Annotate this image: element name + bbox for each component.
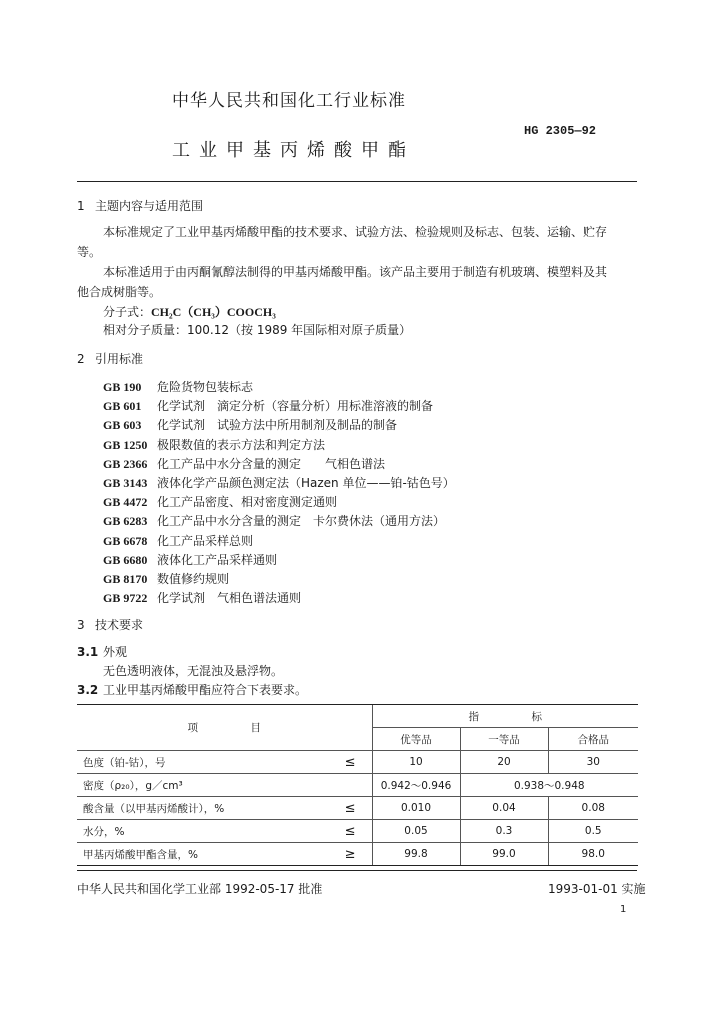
- reference-item: [103, 512, 445, 529]
- row-value: 0.04: [460, 797, 548, 820]
- row-item: 水分，%: [77, 820, 317, 843]
- subsection-text: 工业甲基丙烯酸甲酯应符合下表要求。: [103, 683, 308, 697]
- row-value: 0.08: [548, 797, 638, 820]
- row-value: 0.5: [548, 820, 638, 843]
- reference-code: GB 6283: [103, 514, 148, 529]
- grade-qualified: 合格品: [548, 728, 638, 751]
- reference-code: GB 190: [103, 380, 142, 394]
- subsection-number: 3.1: [77, 645, 99, 659]
- row-item: 酸含量（以甲基丙烯酸计），%: [77, 797, 317, 820]
- reference-item: [103, 436, 325, 453]
- mass-label: 相对分子质量：: [103, 323, 188, 337]
- row-value: 0.3: [460, 820, 548, 843]
- reference-title: 危险货物包装标志: [157, 380, 254, 394]
- reference-title: 化工产品中水分含量的测定 卡尔费休法（通用方法）: [157, 514, 446, 529]
- col-item-header: 项 目: [77, 705, 372, 751]
- reference-code: GB 4472: [103, 495, 148, 510]
- paragraph-line: 本标准适用于由丙酮氰醇法制得的甲基丙烯酸甲酯。该产品主要用于制造有机玻璃、模塑料及其: [103, 265, 608, 279]
- section-title: 主题内容与适用范围: [95, 199, 204, 213]
- table-header-row: [77, 705, 638, 728]
- reference-code: GB 603: [103, 418, 142, 433]
- row-value: 0.05: [372, 820, 460, 843]
- paragraph-line: 本标准规定了工业甲基丙烯酸甲酯的技术要求、试验方法、检验规则及标志、包装、运输、贮存: [103, 225, 608, 239]
- reference-item: [103, 493, 337, 510]
- reference-code: GB 9722: [103, 591, 148, 606]
- reference-item: [103, 474, 455, 491]
- row-value: 30: [548, 751, 638, 774]
- row-symbol: ≤: [317, 751, 372, 774]
- table-row: [77, 843, 638, 866]
- reference-code: GB 2366: [103, 456, 148, 471]
- subsection-3-1: [77, 642, 127, 662]
- document-title: 工业甲基丙烯酸甲酯: [172, 140, 415, 161]
- reference-code: GB 8170: [103, 572, 148, 586]
- section-1-heading: [77, 197, 203, 214]
- bottom-rule: [77, 870, 637, 871]
- approval-statement: 中华人民共和国化学工业部 1992-05-17 批准: [77, 882, 323, 896]
- section-number: 2: [77, 352, 85, 366]
- reference-title: 液体化工产品采样通则: [157, 552, 278, 567]
- table-row: [77, 820, 638, 843]
- table-row: [77, 774, 638, 797]
- specification-table: [77, 704, 638, 866]
- section-number: 3: [77, 618, 85, 632]
- paragraph-line: 等。: [77, 245, 102, 259]
- reference-item: [103, 378, 253, 395]
- reference-item: [103, 589, 301, 606]
- reference-code: GB 601: [103, 399, 142, 414]
- row-value: 0.942～0.946: [372, 774, 460, 797]
- reference-title: 化学试剂 试验方法中所用制剂及制品的制备: [157, 418, 398, 433]
- reference-title: 数值修约规则: [157, 572, 230, 586]
- reference-item: [103, 397, 433, 414]
- reference-title: 化工产品密度、相对密度测定通则: [157, 495, 338, 510]
- top-rule: [77, 181, 637, 182]
- standard-org: 中华人民共和国化工行业标准: [172, 91, 406, 111]
- reference-item: [103, 416, 397, 433]
- row-value: 98.0: [548, 843, 638, 866]
- section-2-heading: [77, 350, 143, 367]
- reference-item: [103, 570, 229, 587]
- appearance-text: 无色透明液体，无混浊及悬浮物。: [103, 664, 284, 678]
- row-value: 99.8: [372, 843, 460, 866]
- row-value: 99.0: [460, 843, 548, 866]
- reference-title: 液体化学产品颜色测定法（Hazen 单位——铂-钴色号）: [157, 476, 455, 490]
- reference-title: 化工产品中水分含量的测定 气相色谱法: [157, 456, 386, 471]
- section-number: 1: [77, 199, 85, 213]
- row-item: 密度（ρ₂₀），g／cm³: [77, 774, 317, 797]
- table-row: [77, 797, 638, 820]
- row-symbol: ≤: [317, 820, 372, 843]
- molecular-mass: [103, 320, 411, 340]
- reference-code: GB 6680: [103, 552, 148, 567]
- page-number: 1: [620, 904, 627, 915]
- reference-item: [103, 532, 253, 549]
- reference-title: 化学试剂 滴定分析（容量分析）用标准溶液的制备: [157, 399, 434, 414]
- reference-title: 极限数值的表示方法和判定方法: [157, 437, 326, 452]
- implementation-date: 1993-01-01 实施: [548, 882, 646, 896]
- row-value: 10: [372, 751, 460, 774]
- reference-code: GB 1250: [103, 437, 148, 452]
- row-symbol: ≥: [317, 843, 372, 866]
- standard-code: HG 2305—92: [524, 124, 597, 138]
- reference-item: [103, 551, 277, 568]
- row-value: 20: [460, 751, 548, 774]
- reference-code: GB 6678: [103, 533, 148, 548]
- subsection-3-2: [77, 680, 307, 700]
- section-3-heading: [77, 616, 143, 633]
- formula-value: CH₂C（CH₃）COOCH₃: [151, 305, 276, 319]
- section-title: 技术要求: [95, 618, 144, 632]
- paragraph-line: 他合成树脂等。: [77, 285, 162, 299]
- row-item: 甲基丙烯酸甲酯含量，%: [77, 843, 317, 866]
- reference-code: GB 3143: [103, 476, 148, 490]
- reference-item: [103, 455, 385, 472]
- molecular-formula: [103, 302, 276, 322]
- mass-value: 100.12（按 1989 年国际相对原子质量）: [187, 323, 412, 337]
- row-value: 0.010: [372, 797, 460, 820]
- grade-first: 一等品: [460, 728, 548, 751]
- row-item: 色度（铂-钴），号: [77, 751, 317, 774]
- table-row: [77, 751, 638, 774]
- subsection-number: 3.2: [77, 683, 99, 697]
- row-symbol: ≤: [317, 797, 372, 820]
- formula-label: 分子式：: [103, 305, 152, 319]
- subsection-title: 外观: [103, 645, 128, 659]
- grade-premium: 优等品: [372, 728, 460, 751]
- col-index-header: 指 标: [372, 705, 638, 728]
- reference-title: 化工产品采样总则: [157, 533, 254, 548]
- row-symbol: [317, 774, 372, 797]
- section-title: 引用标准: [95, 352, 144, 366]
- reference-title: 化学试剂 气相色谱法通则: [157, 591, 302, 606]
- row-value: 0.938～0.948: [460, 774, 638, 797]
